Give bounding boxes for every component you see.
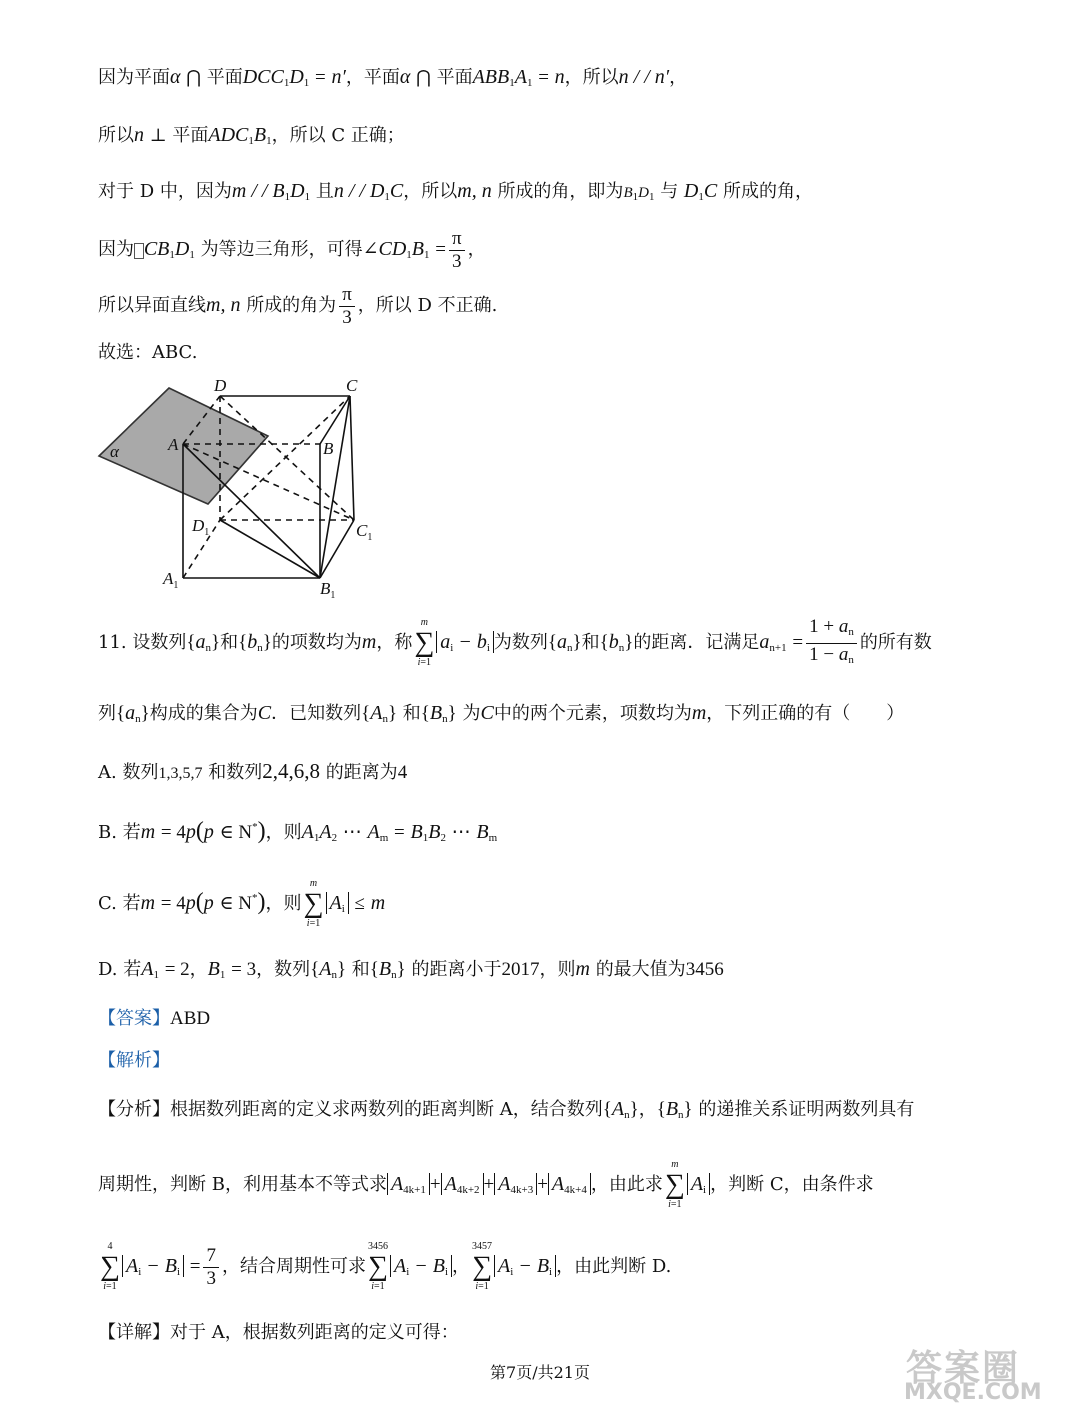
solution-line-2: 所以n ⊥ 平面$ADC_1B_1$，所以 C 正确； <box>98 124 405 147</box>
answer-tag: 【答案】 <box>98 1008 170 1029</box>
detail-tag: 【详解】 <box>98 1322 170 1343</box>
text: 中的两个元素，项数均为 <box>493 703 692 724</box>
option-label: A. <box>98 762 117 783</box>
text: ， <box>189 959 208 980</box>
text: 所成的角， <box>722 181 813 202</box>
text: 所以 <box>98 125 134 146</box>
option-label: C. <box>98 893 117 914</box>
answer-value: ABD <box>170 1008 211 1029</box>
text: 因为平面 <box>98 67 170 88</box>
solution-line-5: 所以异面直线m, n 所成的角为 $\frac{\pi}{3}$ ，所以 D 不正确. <box>98 283 498 328</box>
text: ，所以 D 不正确. <box>357 295 498 316</box>
text: ，则 <box>539 959 576 980</box>
text: 且 <box>315 181 334 202</box>
watermark-text: 答案圈 <box>906 1348 1021 1389</box>
text: ，平面 <box>345 67 400 88</box>
sequence-2: 2,4,6,8 <box>262 759 320 783</box>
text: 所成的角，即为 <box>497 181 624 202</box>
text: 列 <box>98 703 116 724</box>
label-C1: $C_1$ <box>356 521 373 543</box>
option-d: D. 若$A_1 = 2$，$B_1 = 3$，数列$\{A_n\}$ 和$\{B_n\}$ 的距离小于2017，则m 的最大值为3456 <box>98 958 724 981</box>
text: 若 <box>122 822 141 843</box>
text: 的递推关系证明两数列具有 <box>698 1099 915 1120</box>
text: 设数列 <box>132 632 187 653</box>
text: 的项数均为 <box>271 632 362 653</box>
text: ，由此判断 D. <box>556 1256 672 1277</box>
answer-line <box>98 1006 210 1032</box>
text: 根据数列距离的定义求两数列的距离判断 A，结合数列 <box>170 1099 603 1120</box>
text: ，则 <box>265 822 302 843</box>
text: 为等边三角形，可得 <box>200 239 363 260</box>
question-number: 11. <box>98 632 127 653</box>
solution-line-6: 故选：ABC. <box>98 342 198 363</box>
text: 数列 <box>122 762 159 783</box>
text: 平面 <box>206 67 243 88</box>
text: 周期性，判断 B，利用基本不等式求 <box>98 1174 387 1195</box>
page-footer: 第7页/共21页 <box>490 1363 590 1382</box>
text: 和 <box>351 959 370 980</box>
text: ，判断 C，由条件求 <box>710 1174 874 1195</box>
question-11-line-1: 11. 设数列$\{a_n\}$和$\{b_n\}$的项数均为m，称 m ∑ i=1 $a_i - b_i$ 为数列$\{a_n\}$和$\{b_n\}$的距离．记满足$a_{n+1}$ = $\frac{1 + a_n}{1 - a_n}$ 的所有数 <box>98 615 932 668</box>
text: ， <box>452 1256 471 1277</box>
value: 3456 <box>685 959 724 980</box>
text: ．已知数列 <box>271 703 362 724</box>
label-B: B <box>323 439 334 458</box>
cube-figure <box>96 374 386 604</box>
watermark-url: MXQE.COM <box>904 1380 1042 1405</box>
text: ，所以 C 正确； <box>271 125 405 146</box>
label-A: A <box>168 435 179 454</box>
text: 和 <box>581 632 600 653</box>
text: 所以异面直线 <box>98 295 206 316</box>
text: 的最大值为 <box>595 959 686 980</box>
solution-line-4: 因为 $CB_1D_1$ 为等边三角形，可得$\angle CD_1B_1$ = $\frac{\pi}{3}$ ， <box>98 227 486 272</box>
text: 与 <box>660 181 679 202</box>
analysis-line-3: 4 ∑ i=1 $A_i - B_i$ = $\frac{7}{3}$ ，结合周期性可求 3456 ∑ i=1 $A_i - B_i$ ， 3457 ∑ i=1 $A_i - B_i$ ，由此判断 D. <box>100 1241 672 1292</box>
label-B1: $B_1$ <box>320 579 336 601</box>
text: ，结合周期性可求 <box>221 1256 366 1277</box>
label-D: D <box>214 376 227 395</box>
analysis-sub-tag: 【分析】 <box>98 1099 170 1120</box>
text: ，所以 <box>403 181 458 202</box>
text: 和 <box>220 632 239 653</box>
label-D1: $D_1$ <box>192 516 210 538</box>
text: 为数列 <box>493 632 548 653</box>
text: ，称 <box>376 632 413 653</box>
text: 的距离．记满足 <box>633 632 760 653</box>
text: 构成的集合为 <box>149 703 258 724</box>
text: 的所有数 <box>859 632 932 653</box>
solution-line-1: 因为平面α ⋂ 平面$DCC_1D_1 = n'$，平面α ⋂ 平面$ABB_1A_1 = n$，所以n / / n′， <box>98 66 688 89</box>
text: 和数列 <box>208 762 263 783</box>
value: 2017 <box>501 959 540 980</box>
text: 若 <box>122 893 141 914</box>
text: 为 <box>462 703 481 724</box>
text: 若 <box>123 959 142 980</box>
label-alpha: α <box>110 442 119 461</box>
text: ，则 <box>265 893 302 914</box>
analysis-tag-line <box>98 1048 170 1074</box>
text: ，由此求 <box>590 1174 663 1195</box>
watermark-logo <box>900 1340 1070 1406</box>
text: ， <box>638 1099 657 1120</box>
text: 和 <box>402 703 421 724</box>
question-11-line-2: 列$\{a_n\}$构成的集合为C．已知数列$\{A_n\}$ 和$\{B_n\}$ 为C中的两个元素，项数均为m，下列正确的有（ ） <box>98 702 905 725</box>
text: 对于 D 中，因为 <box>98 181 232 202</box>
text: 的距离小于 <box>411 959 502 980</box>
text: ，下列正确的有（ ） <box>706 703 905 724</box>
text: 因为 <box>98 239 134 260</box>
label-A1: $A_1$ <box>163 569 179 591</box>
text: ，所以 <box>564 67 619 88</box>
detail-line <box>98 1320 459 1346</box>
text: 平面 <box>172 125 209 146</box>
solution-line-3: 对于 D 中，因为m / / $B_1D_1$ 且n / / $D_1C$，所以m, n 所成的角，即为$B_1D_1$ 与 $D_1C$ 所成的角， <box>98 180 813 203</box>
analysis-line-1: 【分析】根据数列距离的定义求两数列的距离判断 A，结合数列$\{A_n\}$，$\{B_n\}$ 的递推关系证明两数列具有 <box>98 1098 915 1121</box>
option-b: B. 若m = 4p(p ∈ N*)，则$A_1A_2$ ⋯ $A_m = B_1B_2$ ⋯ $B_m$ <box>98 818 498 844</box>
option-c: C. 若m = 4p(p ∈ N*)，则 m ∑ i=1 $A_i \le m$ <box>98 878 386 929</box>
text: 对于 A，根据数列距离的定义可得： <box>170 1322 459 1343</box>
option-label: B. <box>98 822 117 843</box>
value: 4 <box>397 762 408 783</box>
sequence-1: 1,3,5,7 <box>158 765 203 782</box>
option-a <box>98 758 407 787</box>
text: 平面 <box>436 67 473 88</box>
option-label: D. <box>98 959 118 980</box>
analysis-line-2: 周期性，判断 B，利用基本不等式求 $A_{4k+1} + A_{4k+2} + A_{4k+3} + A_{4k+4}$ ，由此求 m ∑ i=1 $A_i$ ，判断 C，由条件求 <box>98 1159 874 1210</box>
text: 所成的角为 <box>246 295 337 316</box>
text: 的距离为 <box>325 762 398 783</box>
text: ，数列 <box>256 959 311 980</box>
label-C: C <box>346 376 358 395</box>
analysis-tag: 【解析】 <box>98 1050 170 1071</box>
